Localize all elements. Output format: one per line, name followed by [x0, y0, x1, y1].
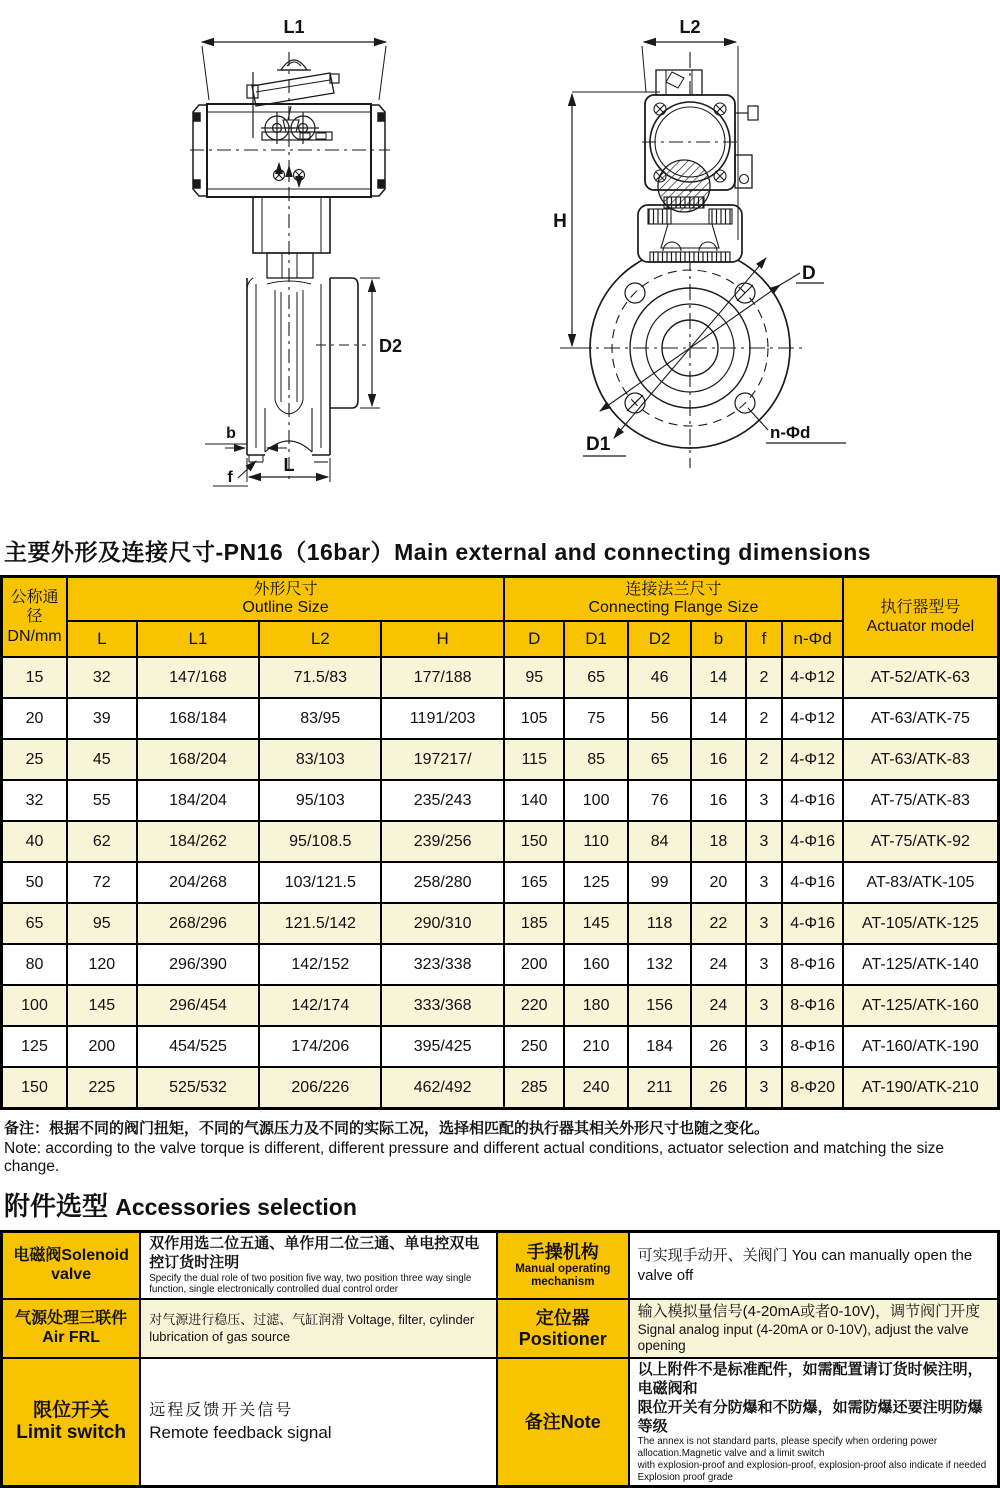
dimension-table-row: [2, 903, 999, 944]
cell-l1: 168/204: [137, 739, 260, 780]
cell-n-phi-d: 8-Φ16: [782, 985, 842, 1026]
cell-f: 2: [746, 657, 783, 698]
cell-f: 3: [746, 944, 783, 985]
cell-dn: 25: [2, 739, 68, 780]
cell-l1: 525/532: [137, 1067, 260, 1109]
cell-l1: 168/184: [137, 698, 260, 739]
limit-switch-description-en: Remote feedback signal: [149, 1423, 332, 1443]
cell-l1: 268/296: [137, 903, 260, 944]
solenoid-valve-label-text: 电磁阀Solenoid valve: [13, 1247, 129, 1283]
note-zh: 备注：根据不同的阀门扭矩，不同的气源压力及不同的实际工况，选择相匹配的执行器其相关外形尺寸也随之变化。: [4, 1120, 770, 1137]
col-header-actuator: [843, 577, 999, 658]
cell-d1: 125: [564, 862, 627, 903]
cell-f: 3: [746, 821, 783, 862]
limit-switch-label: [2, 1358, 141, 1487]
dim-label-d2: D2: [379, 336, 403, 356]
cell-l: 62: [67, 821, 137, 862]
cell-d: 105: [504, 698, 564, 739]
front-view-drawing: [190, 17, 402, 486]
cell-d: 185: [504, 903, 564, 944]
dimension-table-row: [2, 944, 999, 985]
cell-l: 95: [67, 903, 137, 944]
cell-f: 3: [746, 1067, 783, 1109]
technical-drawings: [0, 0, 1000, 532]
cell-n-phi-d: 8-Φ16: [782, 944, 842, 985]
limit-switch-label-en: Limit switch: [16, 1422, 126, 1444]
limit-switch-description: [140, 1358, 497, 1487]
cell-actuator-model: AT-105/ATK-125: [843, 903, 999, 944]
cell-b: 20: [691, 862, 745, 903]
accessories-row-3: [2, 1358, 999, 1487]
cell-l1: 296/454: [137, 985, 260, 1026]
cell-l1: 296/390: [137, 944, 260, 985]
positioner-description-zh: 输入模拟量信号(4-20mA或者0-10V)，调节阀门开度: [637, 1303, 981, 1320]
dim-label-l: L: [283, 455, 295, 475]
manual-mechanism-description: [629, 1232, 999, 1300]
air-frl-description-text: 对气源进行稳压、过滤、气缸润滑 Voltage, filter, cylinder lubrication of gas source: [149, 1312, 475, 1344]
cell-h: 323/338: [381, 944, 504, 985]
cell-d: 165: [504, 862, 564, 903]
limit-switch-description-zh: 远程反馈开关信号: [149, 1402, 294, 1420]
positioner-description: [629, 1299, 999, 1358]
cell-l1: 204/268: [137, 862, 260, 903]
accessories-title-en: Accessories selection: [115, 1194, 357, 1220]
accessories-row-1: [2, 1232, 999, 1300]
table-notes: [4, 1117, 998, 1176]
cell-actuator-model: AT-52/ATK-63: [843, 657, 999, 698]
col-header-dn: [2, 577, 68, 658]
remark-label-text: 备注Note: [524, 1411, 601, 1432]
dimension-table-row: [2, 780, 999, 821]
cell-l1: 454/525: [137, 1026, 260, 1067]
cell-h: 197217/: [381, 739, 504, 780]
cell-f: 3: [746, 1026, 783, 1067]
col-header-actuator-en: Actuator model: [866, 618, 975, 635]
manual-mechanism-label-en: Manual operating mechanism: [515, 1262, 611, 1288]
cell-f: 2: [746, 739, 783, 780]
cell-d2: 132: [628, 944, 691, 985]
cell-d: 95: [504, 657, 564, 698]
cell-d: 115: [504, 739, 564, 780]
cell-h: 333/368: [381, 985, 504, 1026]
cell-l2: 95/108.5: [259, 821, 381, 862]
cell-l2: 83/103: [259, 739, 381, 780]
dim-label-n-phi-d: n-Φd: [770, 423, 811, 442]
solenoid-valve-label: [2, 1232, 141, 1300]
cell-actuator-model: AT-125/ATK-160: [843, 985, 999, 1026]
cell-n-phi-d: 4-Φ12: [782, 739, 842, 780]
accessories-title: [4, 1186, 1000, 1223]
col-header-L: L: [67, 621, 137, 657]
cell-dn: 40: [2, 821, 68, 862]
col-header-L2: L2: [259, 621, 381, 657]
dimension-table-row: [2, 1026, 999, 1067]
cell-n-phi-d: 4-Φ16: [782, 821, 842, 862]
cell-l2: 206/226: [259, 1067, 381, 1109]
cell-h: 1191/203: [381, 698, 504, 739]
cell-actuator-model: AT-63/ATK-75: [843, 698, 999, 739]
cell-h: 235/243: [381, 780, 504, 821]
cell-dn: 80: [2, 944, 68, 985]
cell-h: 395/425: [381, 1026, 504, 1067]
cell-f: 2: [746, 698, 783, 739]
col-header-b: b: [691, 621, 745, 657]
cell-d: 140: [504, 780, 564, 821]
col-header-D2: D2: [628, 621, 691, 657]
cell-l: 55: [67, 780, 137, 821]
col-header-actuator-zh: 执行器型号: [880, 598, 961, 616]
cell-l: 45: [67, 739, 137, 780]
cell-h: 290/310: [381, 903, 504, 944]
cell-d2: 76: [628, 780, 691, 821]
remark-description-zh1: 以上附件不是标准配件，如需配置请订货时候注明，电磁阀和: [637, 1361, 983, 1397]
cell-d2: 56: [628, 698, 691, 739]
col-header-L1: L1: [137, 621, 260, 657]
cell-actuator-model: AT-75/ATK-83: [843, 780, 999, 821]
side-view-drawing: [553, 17, 846, 468]
remark-description-en2: with explosion-proof and explosion-proof, explosion-proof also indicate if needed Explosion proof grade: [637, 1459, 987, 1483]
air-frl-description: [140, 1299, 497, 1358]
col-header-D1: D1: [564, 621, 627, 657]
cell-b: 26: [691, 1026, 745, 1067]
cell-l: 145: [67, 985, 137, 1026]
cell-h: 258/280: [381, 862, 504, 903]
cell-b: 16: [691, 780, 745, 821]
cell-d: 285: [504, 1067, 564, 1109]
cell-b: 26: [691, 1067, 745, 1109]
cell-d1: 160: [564, 944, 627, 985]
cell-d2: 65: [628, 739, 691, 780]
cell-f: 3: [746, 903, 783, 944]
cell-actuator-model: AT-160/ATK-190: [843, 1026, 999, 1067]
col-header-D: D: [504, 621, 564, 657]
positioner-label: [497, 1299, 629, 1358]
cell-l: 72: [67, 862, 137, 903]
cell-d2: 211: [628, 1067, 691, 1109]
cell-l1: 184/262: [137, 821, 260, 862]
dim-label-l2: L2: [679, 17, 701, 37]
col-header-dn-en: DN/mm: [7, 627, 62, 645]
dim-label-d: D: [802, 263, 816, 284]
cell-l2: 83/95: [259, 698, 381, 739]
dimension-table-row: [2, 739, 999, 780]
cell-d2: 99: [628, 862, 691, 903]
manual-mechanism-description-text: 可实现手动开、关阀门 You can manually open the valve off: [637, 1247, 973, 1284]
dimension-table-row: [2, 821, 999, 862]
cell-dn: 50: [2, 862, 68, 903]
cell-d1: 145: [564, 903, 627, 944]
cell-l: 39: [67, 698, 137, 739]
cell-dn: 65: [2, 903, 68, 944]
cell-n-phi-d: 8-Φ16: [782, 1026, 842, 1067]
cell-d1: 110: [564, 821, 627, 862]
cell-h: 239/256: [381, 821, 504, 862]
col-group-flange: [504, 577, 843, 622]
cell-h: 462/492: [381, 1067, 504, 1109]
cell-l2: 121.5/142: [259, 903, 381, 944]
cell-dn: 125: [2, 1026, 68, 1067]
solenoid-valve-description-en: Specify the dual role of two position five way, two position three way single function, single electronically controlled dual control order: [149, 1272, 472, 1296]
cell-dn: 20: [2, 698, 68, 739]
cell-l: 32: [67, 657, 137, 698]
cell-n-phi-d: 4-Φ16: [782, 903, 842, 944]
cell-l2: 71.5/83: [259, 657, 381, 698]
cell-l2: 95/103: [259, 780, 381, 821]
cell-l1: 147/168: [137, 657, 260, 698]
remark-label: [497, 1358, 629, 1487]
air-frl-label-text: 气源处理三联件 Air FRL: [15, 1310, 128, 1346]
dim-label-d1: D1: [586, 434, 611, 455]
cell-l1: 184/204: [137, 780, 260, 821]
air-frl-label: [2, 1299, 141, 1358]
cell-d1: 180: [564, 985, 627, 1026]
cell-actuator-model: AT-75/ATK-92: [843, 821, 999, 862]
solenoid-valve-description: [140, 1232, 497, 1300]
cell-dn: 15: [2, 657, 68, 698]
dim-label-l1: L1: [283, 17, 305, 37]
cell-d: 220: [504, 985, 564, 1026]
accessories-row-2: [2, 1299, 999, 1358]
cell-b: 24: [691, 985, 745, 1026]
cell-actuator-model: AT-125/ATK-140: [843, 944, 999, 985]
dimension-table-row: [2, 1067, 999, 1109]
remark-description-en1: The annex is not standard parts, please specify when ordering power allocation.Magnetic valve and a limit switch: [637, 1436, 938, 1459]
col-header-dn-zh: 公称通径: [10, 589, 59, 626]
dim-label-b: b: [226, 425, 236, 442]
cell-b: 24: [691, 944, 745, 985]
cell-n-phi-d: 4-Φ16: [782, 780, 842, 821]
dim-label-f: f: [227, 469, 233, 486]
dimension-table-row: [2, 862, 999, 903]
col-group-outline-en: Outline Size: [242, 599, 329, 616]
cell-l: 225: [67, 1067, 137, 1109]
cell-l: 200: [67, 1026, 137, 1067]
cell-d1: 85: [564, 739, 627, 780]
cell-actuator-model: AT-63/ATK-83: [843, 739, 999, 780]
cell-b: 14: [691, 698, 745, 739]
cell-d2: 46: [628, 657, 691, 698]
accessories-title-zh: 附件选型: [4, 1191, 109, 1221]
cell-l2: 142/152: [259, 944, 381, 985]
dimension-table-body: [2, 657, 999, 1109]
cell-d1: 75: [564, 698, 627, 739]
col-group-outline-zh: 外形尺寸: [253, 580, 318, 598]
col-header-n-phi-d: n-Φd: [782, 621, 842, 657]
col-group-flange-zh: 连接法兰尺寸: [625, 580, 722, 598]
dimension-table-row: [2, 985, 999, 1026]
cell-d: 200: [504, 944, 564, 985]
cell-d2: 184: [628, 1026, 691, 1067]
cell-actuator-model: AT-83/ATK-105: [843, 862, 999, 903]
accessories-table: [0, 1230, 1000, 1488]
cell-dn: 32: [2, 780, 68, 821]
dimension-table-row: [2, 657, 999, 698]
col-header-f: f: [746, 621, 783, 657]
col-group-outline: [67, 577, 504, 622]
cell-actuator-model: AT-190/ATK-210: [843, 1067, 999, 1109]
cell-h: 177/188: [381, 657, 504, 698]
solenoid-valve-description-zh: 双作用选二位五通、单作用二位三通、单电控双电控订货时注明: [149, 1235, 480, 1271]
cell-d: 250: [504, 1026, 564, 1067]
cell-f: 3: [746, 862, 783, 903]
cell-d2: 156: [628, 985, 691, 1026]
dimension-table: [0, 575, 1000, 1110]
manual-mechanism-label: [497, 1232, 629, 1300]
cell-b: 16: [691, 739, 745, 780]
valve-drawings-svg: [0, 0, 1000, 532]
main-title: 主要外形及连接尺寸-PN16（16bar）Main external and connecting dimensions: [4, 539, 872, 565]
remark-description-zh2: 限位开关有分防爆和不防爆，如需防爆还要注明防爆等级: [637, 1398, 983, 1435]
cell-d2: 84: [628, 821, 691, 862]
remark-description: [629, 1358, 999, 1487]
cell-d1: 240: [564, 1067, 627, 1109]
cell-b: 22: [691, 903, 745, 944]
cell-f: 3: [746, 780, 783, 821]
cell-n-phi-d: 4-Φ16: [782, 862, 842, 903]
cell-l2: 142/174: [259, 985, 381, 1026]
cell-n-phi-d: 8-Φ20: [782, 1067, 842, 1109]
cell-d1: 65: [564, 657, 627, 698]
dim-label-h: H: [553, 211, 567, 232]
positioner-description-en: Signal analog input (4-20mA or 0-10V), adjust the valve opening: [637, 1321, 969, 1354]
cell-dn: 100: [2, 985, 68, 1026]
cell-l2: 174/206: [259, 1026, 381, 1067]
note-en: Note: according to the valve torque is different, different pressure and different actual conditions, actuator selection and matching the size change.: [4, 1140, 945, 1175]
manual-mechanism-label-zh: 手操机构: [526, 1241, 599, 1262]
limit-switch-label-zh: 限位开关: [33, 1400, 110, 1422]
cell-b: 14: [691, 657, 745, 698]
cell-l2: 103/121.5: [259, 862, 381, 903]
cell-l: 120: [67, 944, 137, 985]
cell-d: 150: [504, 821, 564, 862]
cell-n-phi-d: 4-Φ12: [782, 698, 842, 739]
cell-n-phi-d: 4-Φ12: [782, 657, 842, 698]
col-header-H: H: [381, 621, 504, 657]
cell-dn: 150: [2, 1067, 68, 1109]
cell-d2: 118: [628, 903, 691, 944]
cell-f: 3: [746, 985, 783, 1026]
positioner-label-text: 定位器Positioner: [518, 1307, 607, 1349]
cell-d1: 210: [564, 1026, 627, 1067]
cell-b: 18: [691, 821, 745, 862]
cell-d1: 100: [564, 780, 627, 821]
col-group-flange-en: Connecting Flange Size: [588, 599, 759, 616]
dimension-table-row: [2, 698, 999, 739]
